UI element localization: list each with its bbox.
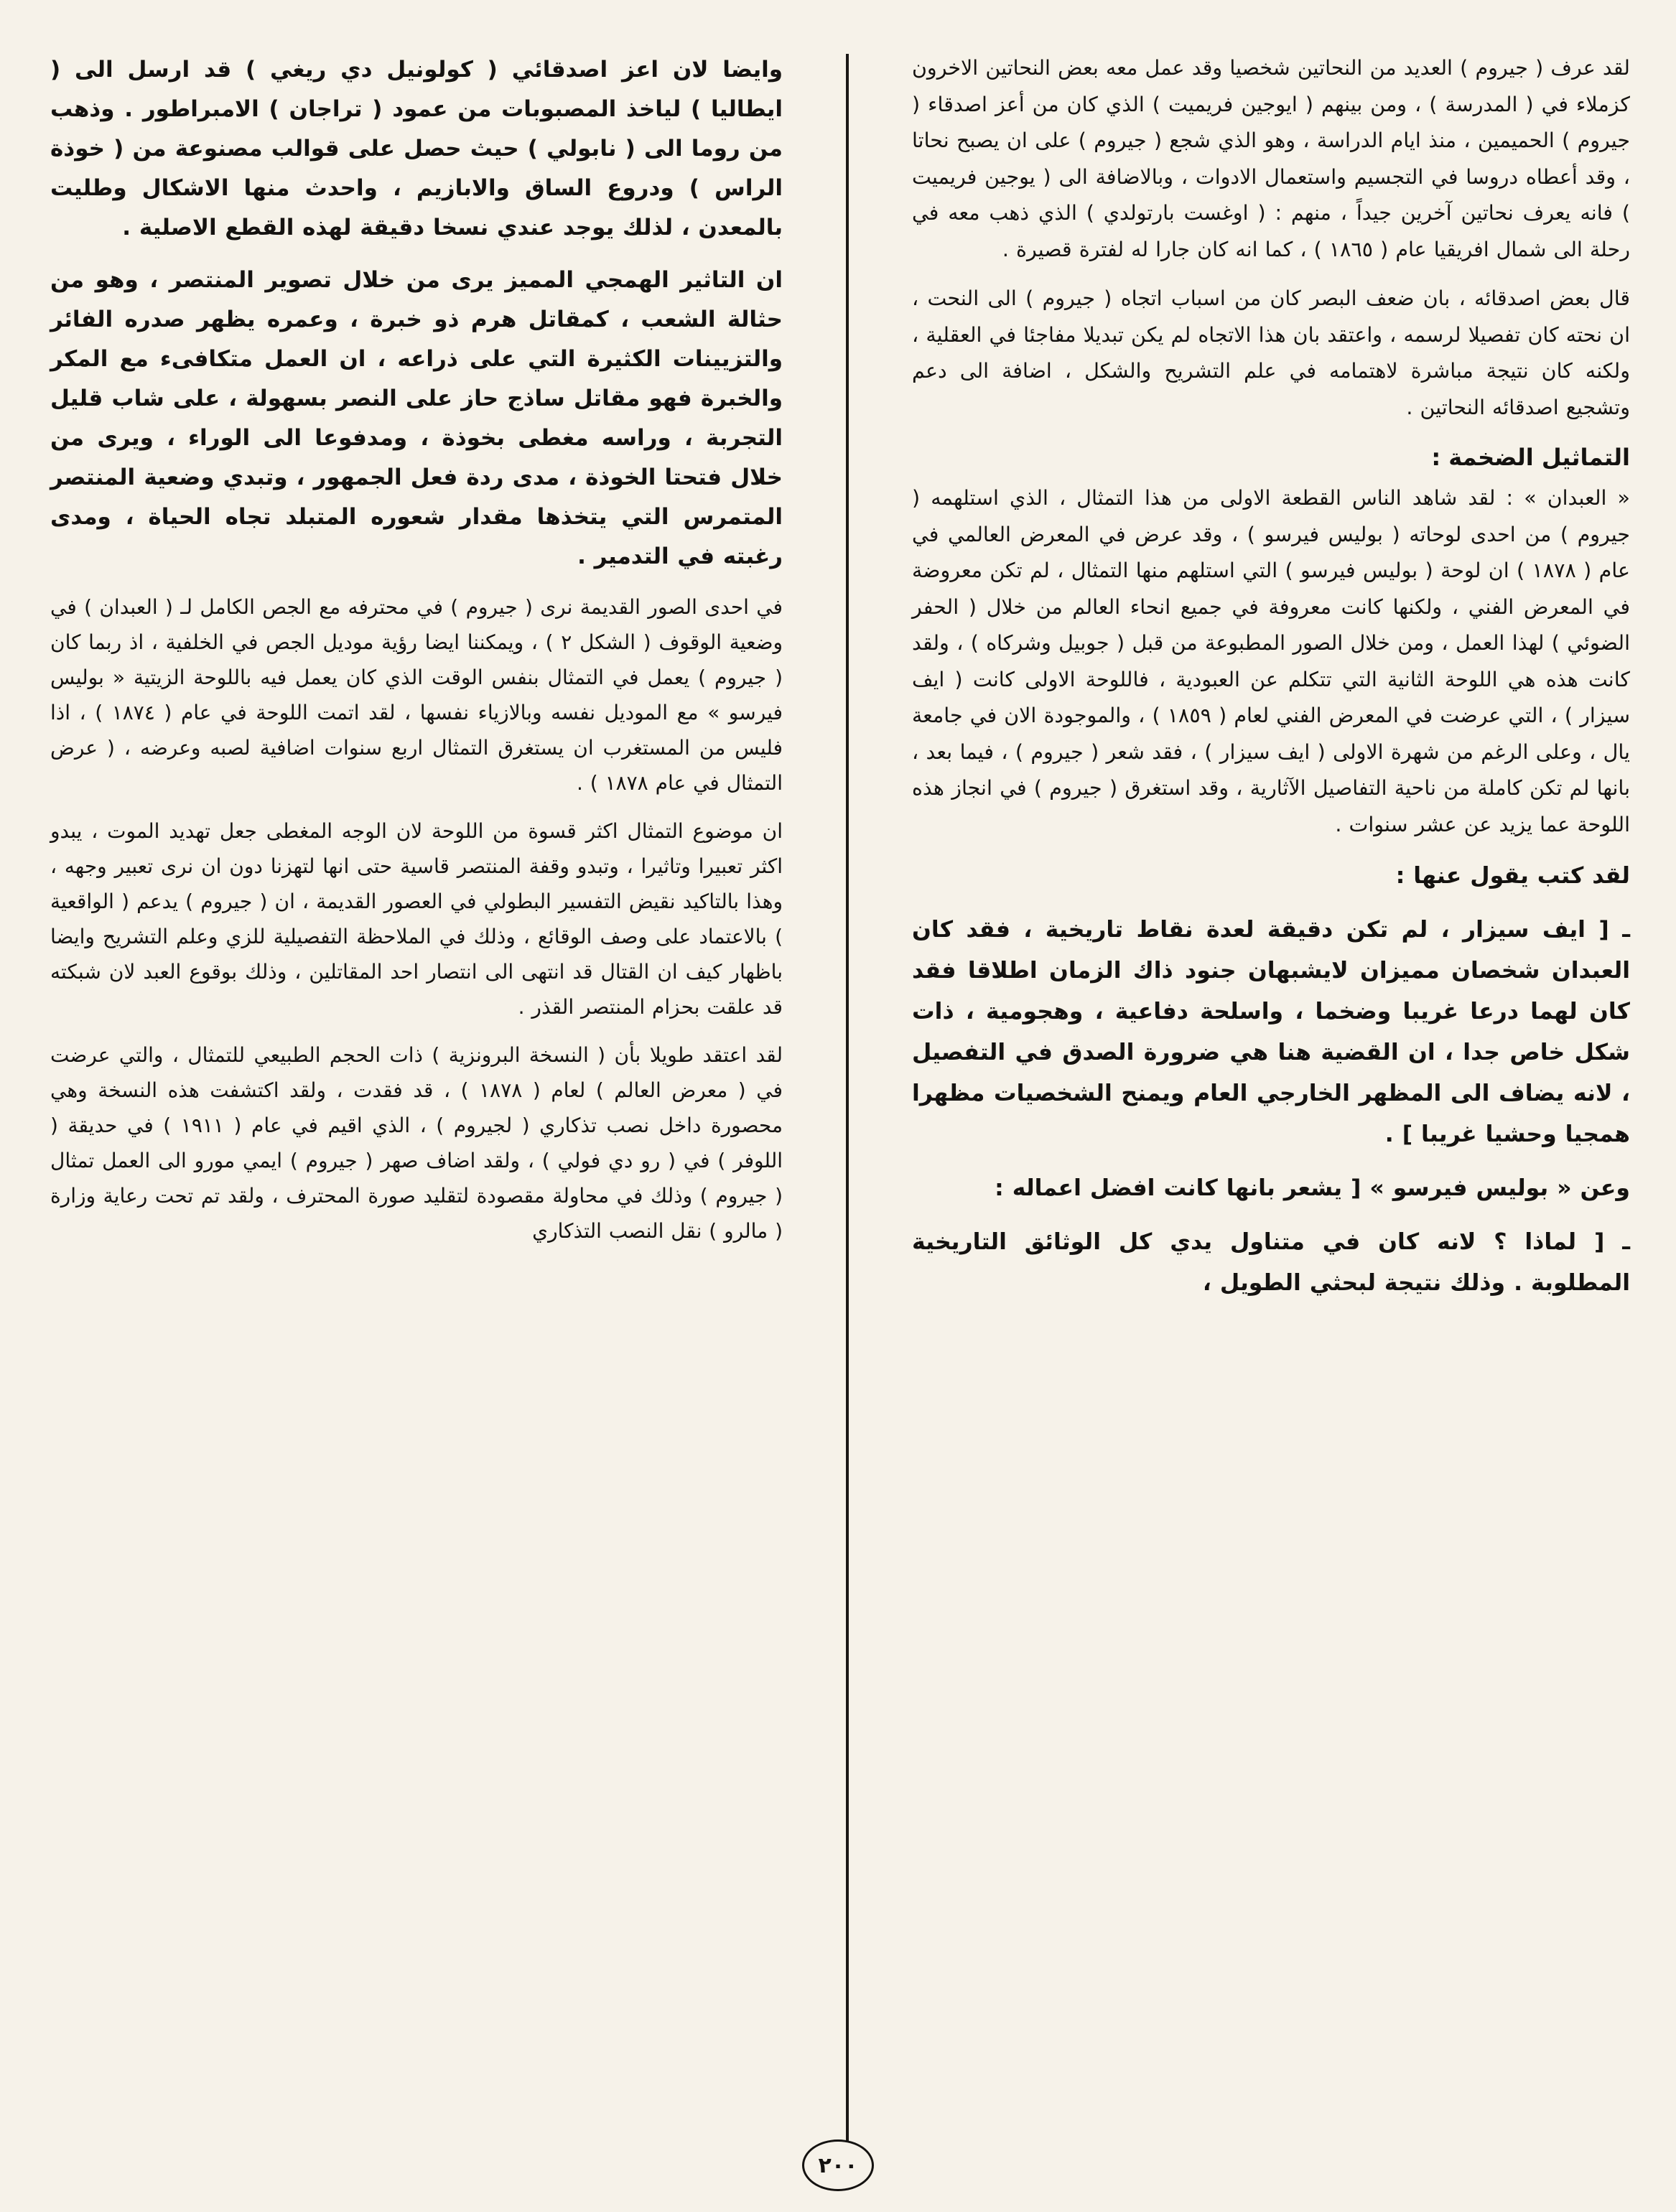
- paragraph-old-photo: في احدى الصور القديمة نرى ( جيروم ) في محترفه مع الجص الكامل لـ ( العبدان ) في وضعية الوقوف ( الشكل ٢ ) ، ويمكننا ايضا رؤية موديل الجص في الخلفية ، اذ ربما كان ( جيروم ) يعمل في التمثال بنفس الوقت الذي كان يعمل فيه باللوحة الزيتية « بوليس فيرسو » مع الموديل نفسه وبالازياء نفسها ، لقد اتمت اللوحة في عام ( ١٨٧٤ ) ، اذا فليس من المستغرب ان يستغرق التمثال اربع سنوات اضافية لصبه وعرضه ، ( عرض التمثال في عام ١٨٧٨ ) .: [50, 595, 783, 795]
- quote-why: ـ [ لماذا ؟ لانه كان في متناول يدي كل الوثائق التاريخية المطلوبة . وذلك نتيجة لبحثي الطويل ،: [912, 1229, 1630, 1296]
- paragraph-trajan-column: وايضا لان اعز اصدقائي ( كولونيل دي ريغي ) قد ارسل الى ( ايطاليا ) لياخذ المصبوبات من عمود ( تراجان ) الامبراطور . وذهب من روما الى ( نابولي ) حيث حصل على قوالب مصنوعة من ( خوذة الراس ) ودروع الساق والابازيم ، واحدث منها الاشكال وطليت بالمعدن ، لذلك يوجد عندي نسخا دقيقة لهذه القطع الاصلية .: [50, 57, 783, 241]
- paragraph-barbaric-effect: ان التاثير الهمجي المميز يرى من خلال تصوير المنتصر ، وهو من حثالة الشعب ، كمقاتل هرم ذو خبرة ، وعمره يظهر صدره الفائر والتزيينات الكثيرة التي على ذراعه ، ان العمل متكافىء مع المكر والخبرة فهو مقاتل ساذج حاز على النصر بسهولة ، على شاب قليل التجربة ، وراسه مغطى بخوذة ، ومدفوعا الى الوراء ، ويرى من خلال فتحتا الخوذة ، مدى ردة فعل الجمهور ، وتبدي وضعية المنتصر المتمرس التي يتخذها مقدار شعوره المتبلد تجاه الحياة ، ومدى رغبته في التدمير .: [50, 267, 783, 569]
- right-column: [912, 50, 1630, 1317]
- page-number: ٢٠٠: [802, 2139, 874, 2191]
- paragraph-he-wrote: لقد كتب يقول عنها :: [1395, 863, 1630, 889]
- column-divider: [846, 54, 849, 2165]
- paragraph-statue-subject: ان موضوع التمثال اكثر قسوة من اللوحة لان الوجه المغطى جعل تهديد الموت ، يبدو اكثر تعبيرا وتاثيرا ، وتبدو وقفة المنتصر قاسية حتى انها لتهزنا دون ان نرى تعبير وجهه ، وهذا بالتاكيد نقيض التفسير البطولي في العصور القديمة ، ان ( جيروم ) يدعم ( الواقعية ) بالاعتماد على وصف الوقائع ، وذلك في الملاحظة التفصيلية للزي وعلم التشريح وايضا باظهار كيف ان القتال قد انتهى الى انتصار احد المقاتلين ، وذلك بوقوع العبد لان شبكته قد علقت بحزام المنتصر القذر .: [50, 819, 783, 1019]
- paragraph-bronze-copy: لقد اعتقد طويلا بأن ( النسخة البرونزية ) ذات الحجم الطبيعي للتمثال ، والتي عرضت في ( معرض العالم ) لعام ( ١٨٧٨ ) ، قد فقدت ، ولقد اكتشفت هذه النسخة وهي محصورة داخل نصب تذكاري ( لجيروم ) ، الذي اقيم في عام ( ١٩١١ ) في حديقة ( اللوفر ) في ( رو دي فولي ) ، ولقد اضاف صهر ( جيروم ) ايمي مورو الى العمل تمثال ( جيروم ) وذلك في محاولة مقصودة لتقليد صورة المحترف ، ولقد تم تحت رعاية وزارة ( مالرو ) نقل النصب التذكاري: [50, 1043, 783, 1243]
- left-column: [50, 50, 783, 1261]
- paragraph-sculptor-friends: لقد عرف ( جيروم ) العديد من النحاتين شخصيا وقد عمل معه بعض النحاتين الاخرون كزملاء في ( المدرسة ) ، ومن بينهم ( ايوجين فريميت ) الذي كان من أعز اصدقاء ( جيروم ) الحميمين ، منذ ايام الدراسة ، وهو الذي شجع ( جيروم ) على ان يصبح نحاتا ، وقد أعطاه دروسا في التجسيم واستعمال الادوات ، وبالاضافة الى ( يوجين فريميت ) فانه يعرف نحاتين آخرين جيداً ، منهم : ( اوغست بارتولدي ) الذي ذهب معه في رحلة الى شمال افريقيا عام ( ١٨٦٥ ) ، كما انه كان جارا له لفترة قصيرة .: [912, 56, 1630, 261]
- paragraph-pollice-verso: وعن « بوليس فيرسو » [ يشعر بانها كانت افضل اعماله :: [995, 1175, 1630, 1201]
- quote-ave-caesar: ـ [ ايف سيزار ، لم تكن دقيقة لعدة نقاط تاريخية ، فقد كان العبدان شخصان مميزان لايشبهان جنود ذاك الزمان اطلاقا فقد كان لهما درعا غريبا وضخما ، واسلحة دفاعية ، وهجومية ، ذات شكل خاص جدا ، ان القضية هنا هي ضرورة الصدق في التفصيل ، لانه يضاف الى المظهر الخارجي العام ويمنح الشخصيات مظهرا همجيا وحشيا غريبا ] .: [912, 917, 1630, 1147]
- paragraph-two-slaves: « العبدان » : لقد شاهد الناس القطعة الاولى من هذا التمثال ، الذي استلهمه ( جيروم ) من احدى لوحاته ( بوليس فيرسو ) ، وقد عرض في المعرض العالمي في عام ( ١٨٧٨ ) ان لوحة ( بوليس فيرسو ) التي استلهم منها التمثال ، لم تكن معروضة في المعرض الفني ، ولكنها كانت معروفة في جميع انحاء العالم من خلال ( الحفر الضوئي ) لهذا العمل ، ومن خلال الصور المطبوعة من قبل ( جوبيل وشركاه ) ، ولقد كانت هذه هي اللوحة الثانية التي تتكلم عن العبودية ، فاللوحة الاولى كانت ( ايف سيزار ) ، التي عرضت في المعرض الفني لعام ( ١٨٥٩ ) ، والموجودة الان في جامعة يال ، وعلى الرغم من شهرة الاولى ( ايف سيزار ) ، فقد شعر ( جيروم ) ، فيما بعد ، بانها لم تكن كاملة من ناحية التفاصيل الآثارية ، وقد استغرق ( جيروم ) في انجاز هذه اللوحة عما يزيد عن عشر سنوات .: [912, 486, 1630, 836]
- paragraph-weak-eyesight: قال بعض اصدقائه ، بان ضعف البصر كان من اسباب اتجاه ( جيروم ) الى النحت ، ان نحته كان تفصيلا لرسمه ، واعتقد بان هذا الاتجاه لم يكن تبديلا مفاجئا في العقلية ، ولكنه كان نتيجة مباشرة لاهتمامه في علم التشريح والشكل ، اضافة الى دعم وتشجيع اصدقائه النحاتين .: [912, 286, 1630, 419]
- section-heading-large-statues: التماثيل الضخمة :: [1431, 444, 1630, 471]
